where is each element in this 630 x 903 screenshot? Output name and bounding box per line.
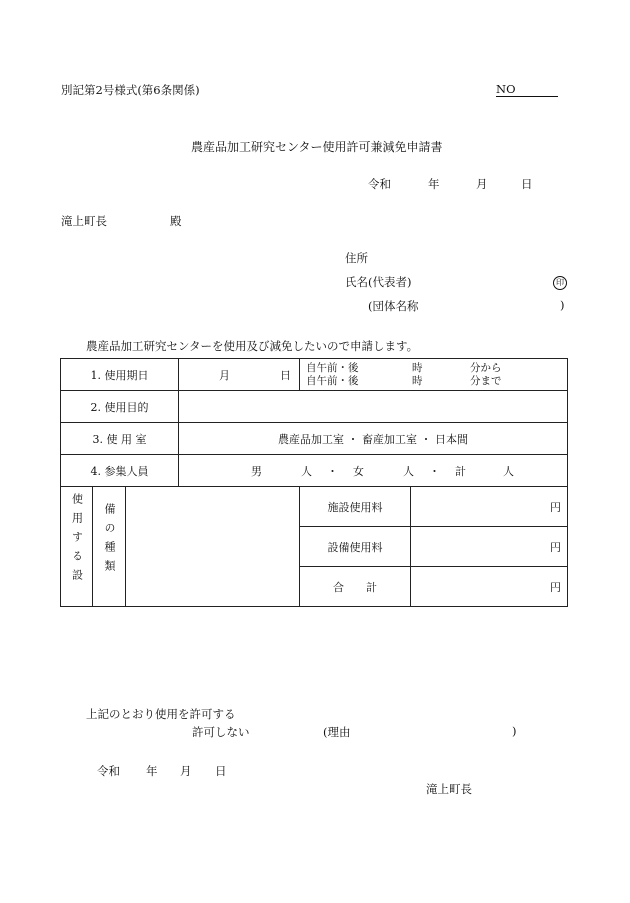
permit-date-era: 令和 [97,764,120,778]
addressee-name: 滝上町長 [61,214,107,228]
usage-date-cell[interactable] [179,359,300,391]
permit-reason-close: ) [512,724,517,738]
time-to-hour: 時 [412,374,423,387]
usage-date-label: 1. 使用期日 [61,359,179,391]
group-name-open: (団体名称 [368,299,419,313]
name-label: 氏名(代表者) [345,275,412,289]
total-fee-field[interactable]: 円 [411,567,568,607]
permit-approve: 上記のとおり使用を許可する [86,707,236,721]
document-title: 農産品加工研究センター使用許可兼減免申請書 [191,140,443,154]
time-from-prefix: 自午前・後 [306,361,359,374]
attendees-dot-1: ・ [327,464,339,478]
purpose-label: 2. 使用目的 [61,391,179,423]
time-to [300,375,567,388]
seal-mark [553,274,567,290]
usage-day-label: 日 [280,368,292,382]
permit-reason-open: (理由 [323,725,351,739]
facility-fee-label: 施設使用料 [300,487,411,527]
attendees-male: 男 [251,464,263,478]
attendees-male-unit: 人 [301,464,313,478]
date-month: 月 [476,177,488,191]
permit-date-year: 年 [146,764,158,778]
address-label: 住所 [345,251,368,265]
application-table [60,358,568,607]
room-label: 3. 使 用 室 [61,423,179,455]
facility-fee-field[interactable]: 円 [411,487,568,527]
permit-signer: 滝上町長 [426,782,472,796]
permit-date-month: 月 [180,764,192,778]
intro-text: 農産品加工研究センターを使用及び減免したいので申請します。 [86,339,419,353]
row-usage-date [61,359,568,391]
permit-date-day: 日 [215,764,227,778]
time-from [300,362,567,375]
permit-deny: 許可しない [192,725,250,739]
equipment-types-field[interactable] [126,487,300,607]
equipment-fee-label: 設備使用料 [300,527,411,567]
equipment-label-col2: 備の種類 [93,487,126,607]
total-fee-label: 合 計 [300,567,411,607]
form-id: 別記第2号様式(第6条関係) [61,83,200,97]
attendees-female-unit: 人 [403,464,415,478]
purpose-field[interactable] [179,391,568,423]
time-from-hour: 時 [412,361,423,374]
equipment-label-col1: 使用する設 [61,487,93,607]
attendees-total: 計 [455,464,467,478]
time-to-suffix: 分まで [470,374,502,387]
group-name-close: ) [560,298,565,312]
time-to-prefix: 自午前・後 [306,374,359,387]
row-fee-facility [61,487,568,527]
date-day: 日 [521,177,533,191]
attendees-total-unit: 人 [503,464,515,478]
attendees-field[interactable] [179,455,568,487]
usage-time-cell[interactable] [300,359,568,391]
row-purpose [61,391,568,423]
form-number-label: NO [496,82,558,97]
date-year: 年 [428,177,440,191]
form-number [496,82,558,96]
addressee-honorific: 殿 [170,214,182,228]
row-room [61,423,568,455]
usage-month-label: 月 [219,368,231,382]
attendees-label: 4. 参集人員 [61,455,179,487]
row-attendees [61,455,568,487]
attendees-female: 女 [353,464,365,478]
attendees-dot-2: ・ [429,464,441,478]
date-era: 令和 [368,177,391,191]
room-options[interactable]: 農産品加工室 ・ 畜産加工室 ・ 日本間 [179,423,568,455]
equipment-fee-field[interactable]: 円 [411,527,568,567]
time-from-suffix: 分から [470,361,502,374]
seal-icon: 印 [553,276,567,290]
